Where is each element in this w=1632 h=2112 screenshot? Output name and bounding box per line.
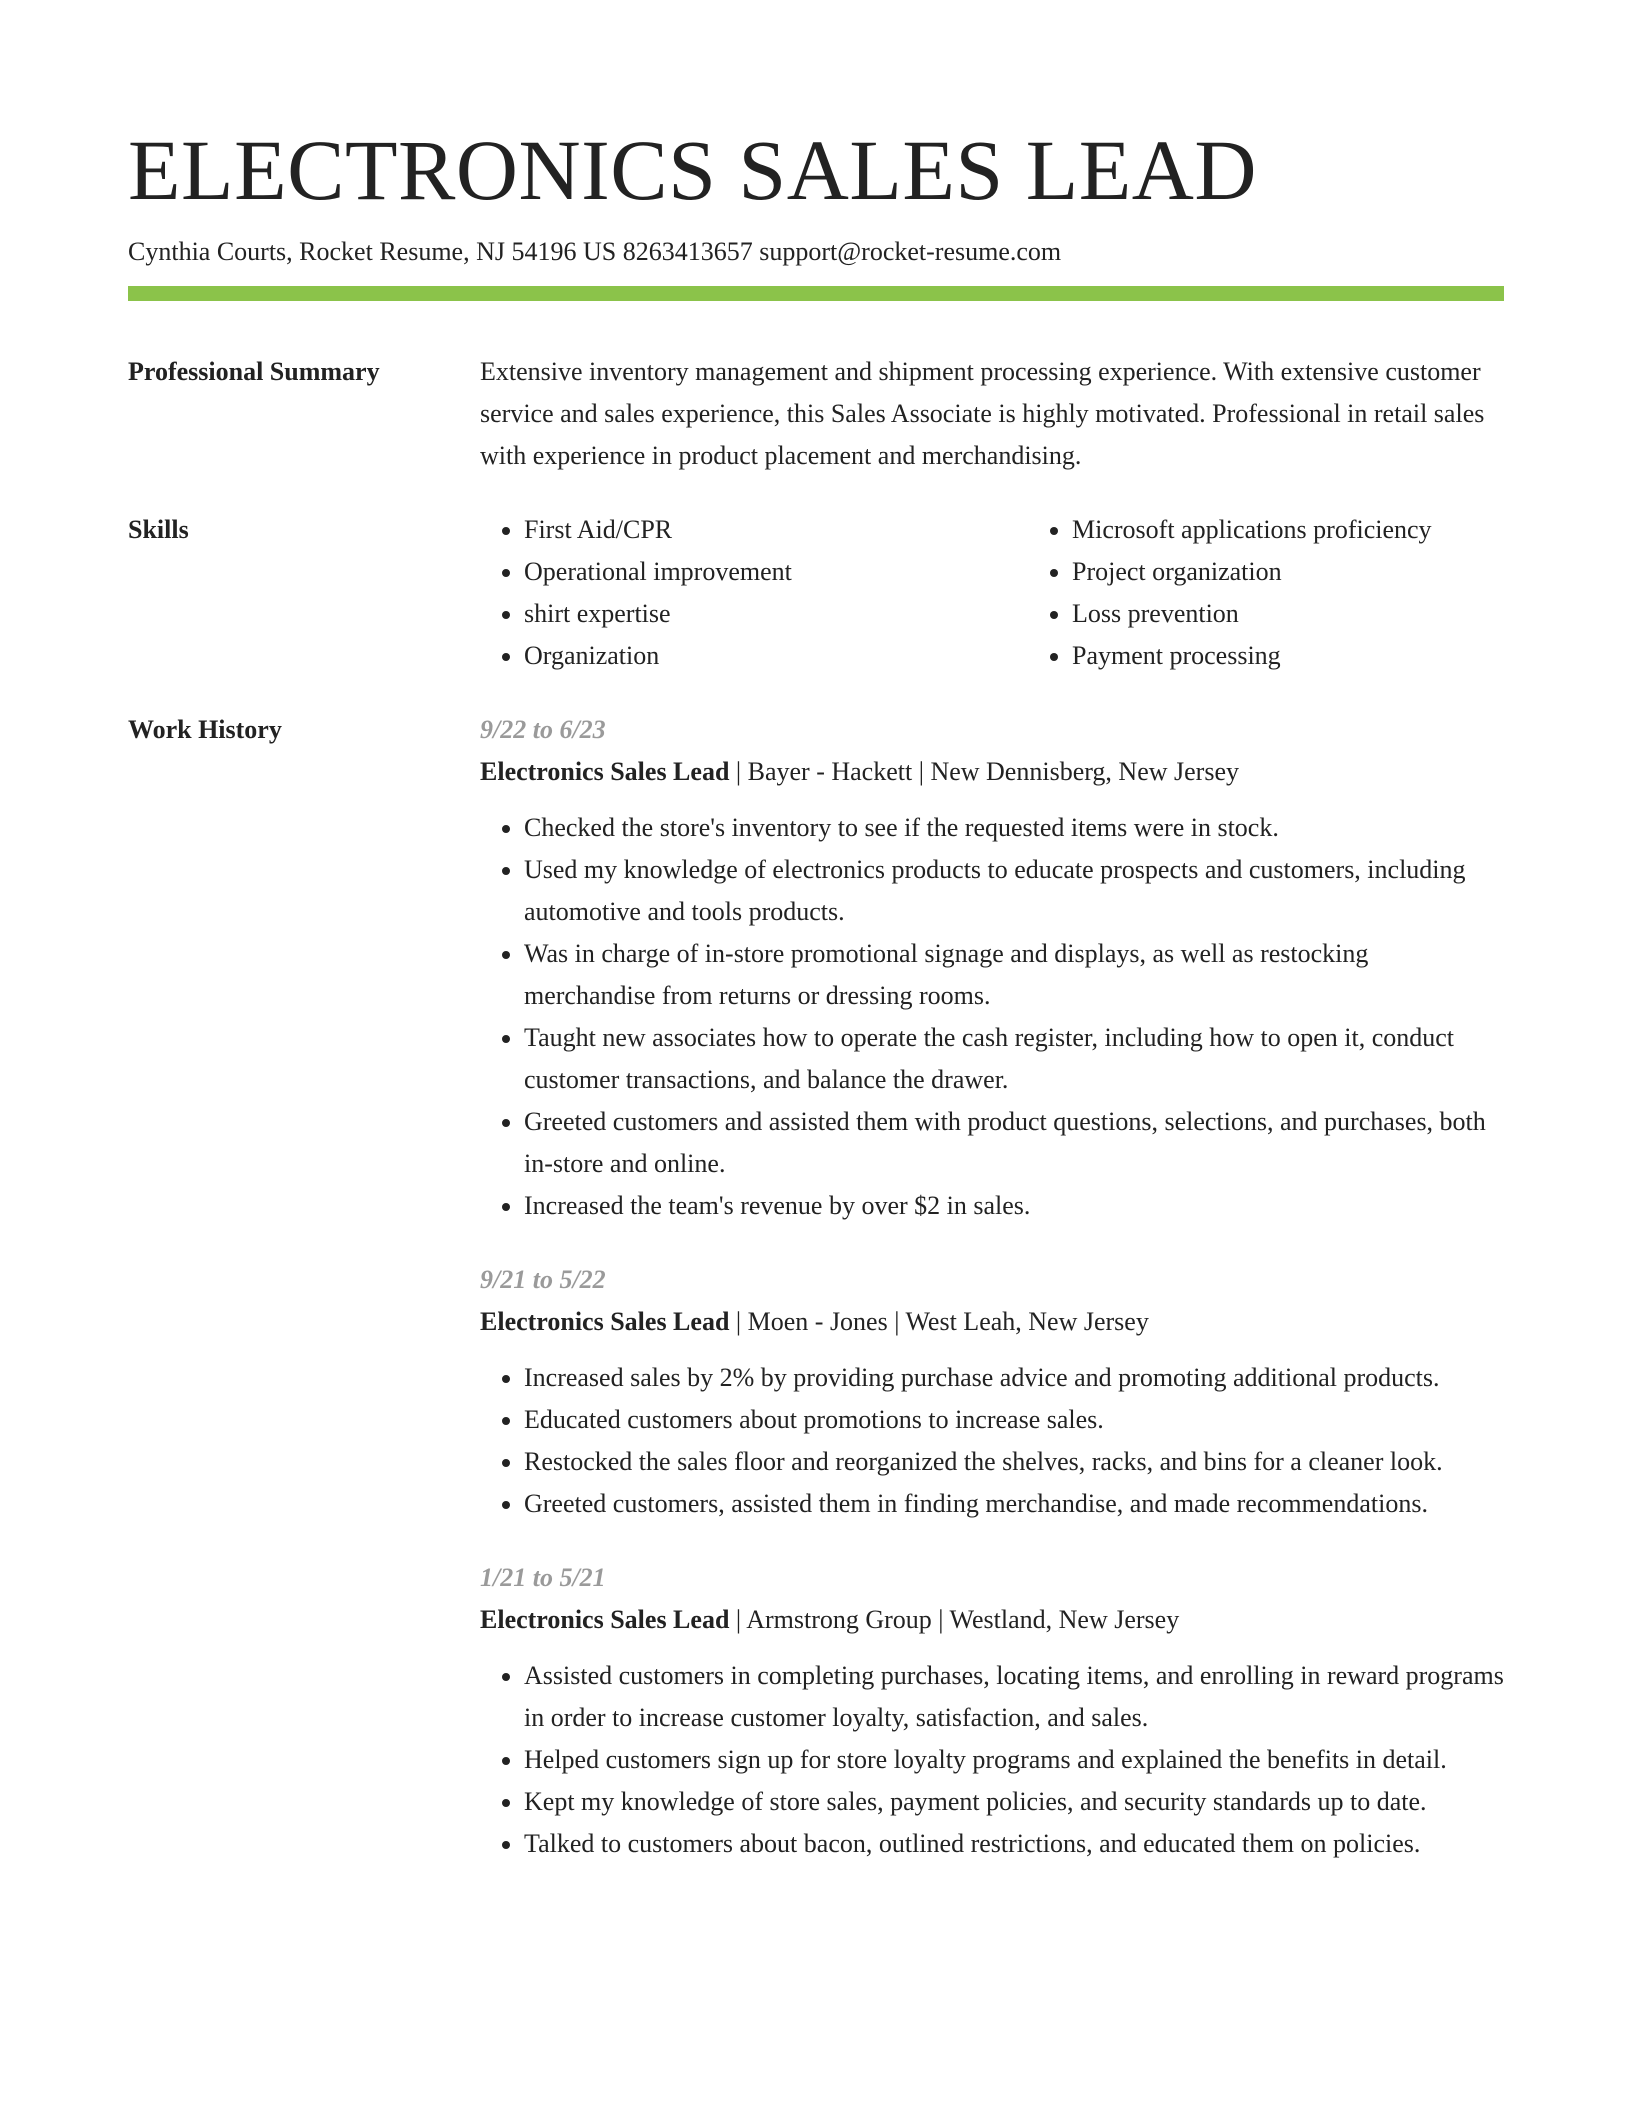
work-history-label: Work History bbox=[128, 715, 282, 744]
contact-phone: 8263413657 bbox=[622, 237, 753, 266]
skills-column-left bbox=[480, 509, 1028, 677]
job-bullet: • Was in charge of in-store promotional signage and displays, as well as restocking merchandise from returns or dressing rooms. bbox=[524, 933, 1504, 1017]
job-bullet: • Greeted customers, assisted them in finding merchandise, and made recommendations. bbox=[524, 1483, 1504, 1525]
summary-text: Extensive inventory management and shipment processing experience. With extensive customer service and sales experience, this Sales Associate is highly motivated. Professional in retail sales with experience in product placement and merchandising. bbox=[480, 357, 1485, 470]
skills-label: Skills bbox=[128, 515, 189, 544]
skill-item: • Microsoft applications proficiency bbox=[1072, 509, 1552, 551]
job-dates: 9/22 to 6/23 bbox=[480, 715, 606, 744]
skill-item: • Organization bbox=[524, 635, 1028, 677]
job-separator bbox=[888, 1307, 906, 1336]
contact-line bbox=[128, 234, 1504, 270]
job-bullet: • Taught new associates how to operate the cash register, including how to open it, conduct customer transactions, and balance the drawer. bbox=[524, 1017, 1504, 1101]
resume-page bbox=[128, 0, 1504, 1865]
job-entry bbox=[480, 1557, 1504, 1865]
contact-email: support@rocket-resume.com bbox=[759, 237, 1062, 266]
summary-label: Professional Summary bbox=[128, 357, 380, 386]
resume-title: ELECTRONICS SALES LEAD bbox=[128, 122, 1257, 218]
job-entry bbox=[480, 709, 1504, 1227]
job-bullets bbox=[480, 1655, 1504, 1865]
job-bullet: • Helped customers sign up for store loyalty programs and explained the benefits in detail. bbox=[524, 1739, 1504, 1781]
job-bullet: • Talked to customers about bacon, outlined restrictions, and educated them on policies. bbox=[524, 1823, 1504, 1865]
job-location: West Leah, New Jersey bbox=[905, 1307, 1149, 1336]
job-entry bbox=[480, 1259, 1504, 1525]
job-heading bbox=[480, 751, 1504, 793]
summary-section bbox=[128, 351, 1504, 477]
skill-item: • Operational improvement bbox=[524, 551, 1028, 593]
job-bullet: • Checked the store's inventory to see if the requested items were in stock. bbox=[524, 807, 1504, 849]
job-company: Bayer - Hackett bbox=[747, 757, 913, 786]
job-dates: 9/21 to 5/22 bbox=[480, 1265, 606, 1294]
job-separator bbox=[912, 757, 930, 786]
skill-item: • shirt expertise bbox=[524, 593, 1028, 635]
skills-section bbox=[128, 509, 1504, 677]
job-bullets bbox=[480, 807, 1504, 1227]
job-bullet: • Educated customers about promotions to increase sales. bbox=[524, 1399, 1504, 1441]
job-separator bbox=[729, 757, 747, 786]
job-location: Westland, New Jersey bbox=[949, 1605, 1180, 1634]
header-divider bbox=[128, 286, 1504, 301]
job-bullets bbox=[480, 1357, 1504, 1525]
work-history-section bbox=[128, 709, 1504, 1865]
skill-item: • Loss prevention bbox=[1072, 593, 1552, 635]
job-bullet: • Greeted customers and assisted them with product questions, selections, and purchases, both in-store and online. bbox=[524, 1101, 1504, 1185]
job-dates: 1/21 to 5/21 bbox=[480, 1563, 606, 1592]
job-bullet: • Kept my knowledge of store sales, payment policies, and security standards up to date. bbox=[524, 1781, 1504, 1823]
skills-column-right bbox=[1028, 509, 1552, 677]
job-title: Electronics Sales Lead bbox=[480, 1605, 730, 1634]
skills-list bbox=[480, 509, 1552, 677]
job-title: Electronics Sales Lead bbox=[480, 757, 730, 786]
job-separator bbox=[729, 1605, 746, 1634]
skill-item: • Project organization bbox=[1072, 551, 1552, 593]
contact-address: Cynthia Courts, Rocket Resume, NJ 54196 US bbox=[128, 237, 617, 266]
job-heading bbox=[480, 1599, 1504, 1641]
job-bullet: • Restocked the sales floor and reorganized the shelves, racks, and bins for a cleaner look. bbox=[524, 1441, 1504, 1483]
job-separator bbox=[932, 1605, 950, 1634]
job-separator bbox=[729, 1307, 747, 1336]
job-company: Armstrong Group bbox=[746, 1605, 932, 1634]
job-bullet: • Increased sales by 2% by providing purchase advice and promoting additional products. bbox=[524, 1357, 1504, 1399]
work-history-list bbox=[480, 709, 1504, 1865]
job-title: Electronics Sales Lead bbox=[480, 1307, 730, 1336]
job-bullet: • Used my knowledge of electronics products to educate prospects and customers, including automotive and tools products. bbox=[524, 849, 1504, 933]
skill-item: • First Aid/CPR bbox=[524, 509, 1028, 551]
skill-item: • Payment processing bbox=[1072, 635, 1552, 677]
job-bullet: • Assisted customers in completing purchases, locating items, and enrolling in reward programs in order to increase customer loyalty, satisfaction, and sales. bbox=[524, 1655, 1504, 1739]
job-location: New Dennisberg, New Jersey bbox=[930, 757, 1239, 786]
job-company: Moen - Jones bbox=[747, 1307, 888, 1336]
job-heading bbox=[480, 1301, 1504, 1343]
job-bullet: • Increased the team's revenue by over $2 in sales. bbox=[524, 1185, 1504, 1227]
